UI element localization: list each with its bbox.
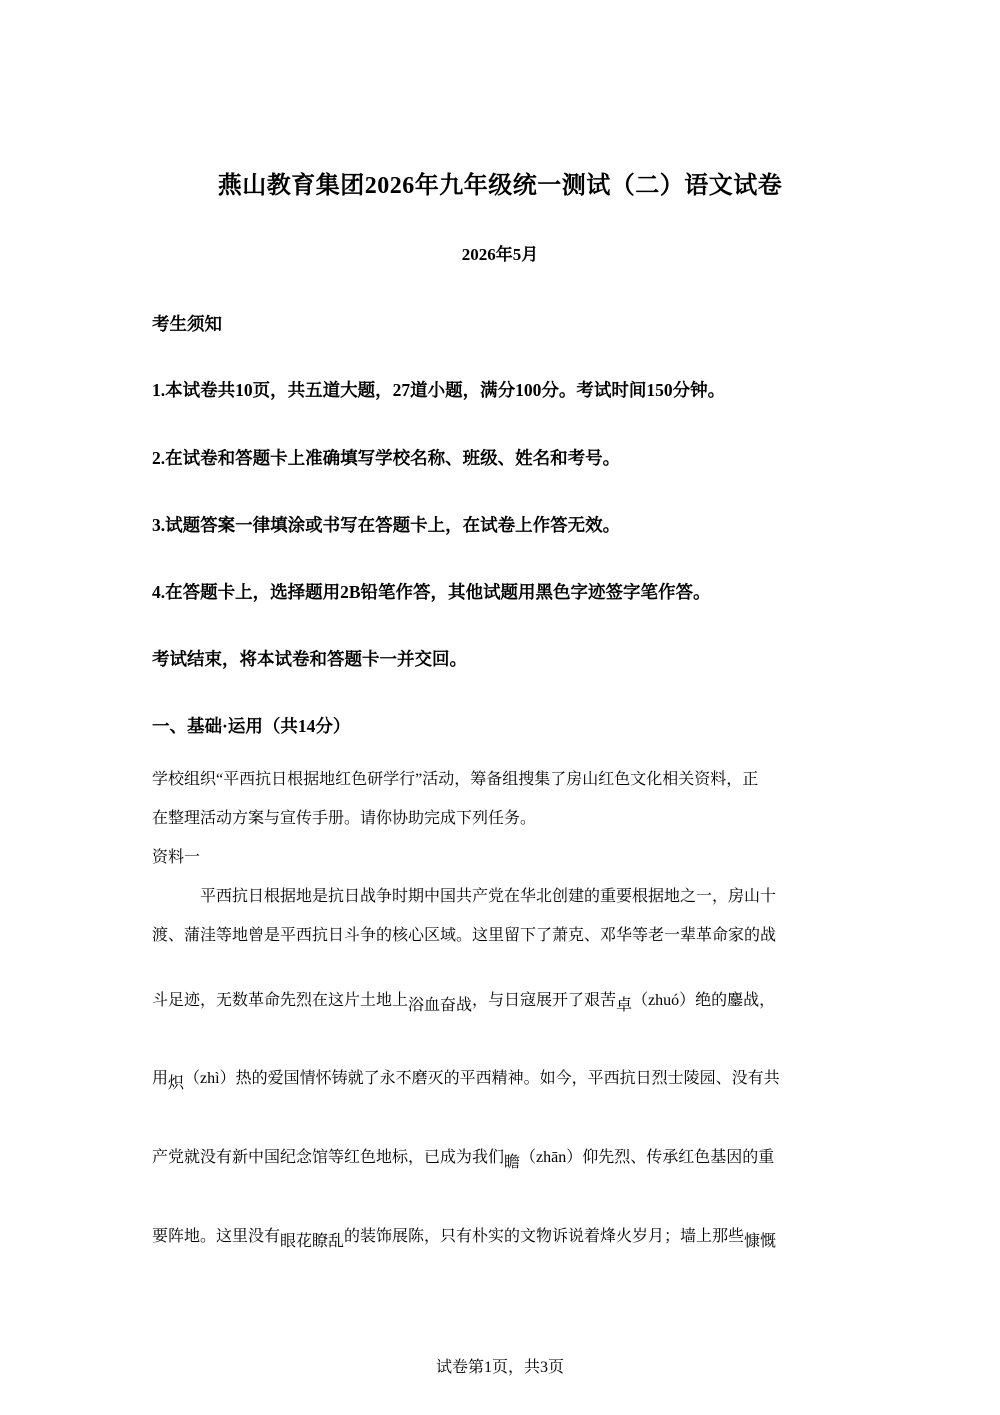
text-segment: 的装饰展陈，只有朴实的文物诉说着烽火岁月；墙上那些 [344,1228,745,1245]
notice-item-2: 2.在试卷和答题卡上准确填写学校名称、班级、姓名和考号。 [152,448,621,468]
blank-word: 卓 [616,997,633,1014]
pinyin-note: （zhān） [520,1149,583,1166]
notice-item-4: 4.在答题卡上，选择题用2B铅笔作答，其他试题用黑色字迹签字笔作答。 [152,582,711,602]
blank-word: 浴血奋战 [408,997,473,1014]
paragraph-line-3 [152,988,852,1014]
text-segment: 产党就没有新中国纪念馆等红色地标，已成为我们 [152,1149,505,1166]
text-segment: 仰先烈、传承红色基因的重 [582,1149,775,1166]
section-heading: 一、基础·运用（共14分） [152,716,351,736]
pinyin-note: （zhì） [184,1070,236,1087]
blank-word: 瞻 [504,1154,521,1171]
page-footer: 试卷第1页，共3页 [435,1359,564,1376]
paragraph-line-4 [152,1066,852,1092]
paragraph-line-6 [152,1224,852,1250]
notice-item-3: 3.试题答案一律填涂或书写在答题卡上，在试卷上作答无效。 [152,515,621,535]
text-segment: 斗足迹，无数革命先烈在这片土地上 [152,992,409,1009]
paragraph-line-1: 平西抗日根据地是抗日战争时期中国共产党在华北创建的重要根据地之一，房山十 [200,888,777,905]
paragraph-line-5 [152,1145,852,1171]
notice-heading: 考生须知 [152,314,222,334]
text-segment: 热的爱国情怀铸就了永不磨灭的平西精神。如今，平西抗日烈士陵园、没有共 [235,1070,780,1087]
paragraph-line-2: 渡、蒲洼等地曾是平西抗日斗争的核心区域。这里留下了萧克、邓华等老一辈革命家的战 [152,927,777,944]
intro-line-1: 学校组织“平西抗日根据地红色研学行”活动，筹备组搜集了房山红色文化相关资料，正 [152,771,759,788]
blank-word: 眼花瞭乱 [280,1233,345,1250]
pinyin-note: （zhuó） [632,992,696,1009]
notice-item-1: 1.本试卷共10页，共五道大题，27道小题，满分100分。考试时间150分钟。 [152,380,726,400]
exam-title: 燕山教育集团2026年九年级统一测试（二）语文试卷 [217,173,783,199]
text-segment: 用 [152,1070,169,1087]
blank-word: 慷慨 [744,1233,777,1250]
text-segment: 要阵地。这里没有 [152,1228,281,1245]
text-segment: ，与日寇展开了艰苦 [472,992,617,1009]
blank-word: 炽 [168,1075,185,1092]
material-label: 资料一 [152,849,201,866]
exam-date: 2026年5月 [461,245,539,264]
notice-closing: 考试结束，将本试卷和答题卡一并交回。 [152,649,467,669]
text-segment: 绝的鏖战， [695,992,776,1009]
intro-line-2: 在整理活动方案与宣传手册。请你协助完成下列任务。 [152,810,537,827]
